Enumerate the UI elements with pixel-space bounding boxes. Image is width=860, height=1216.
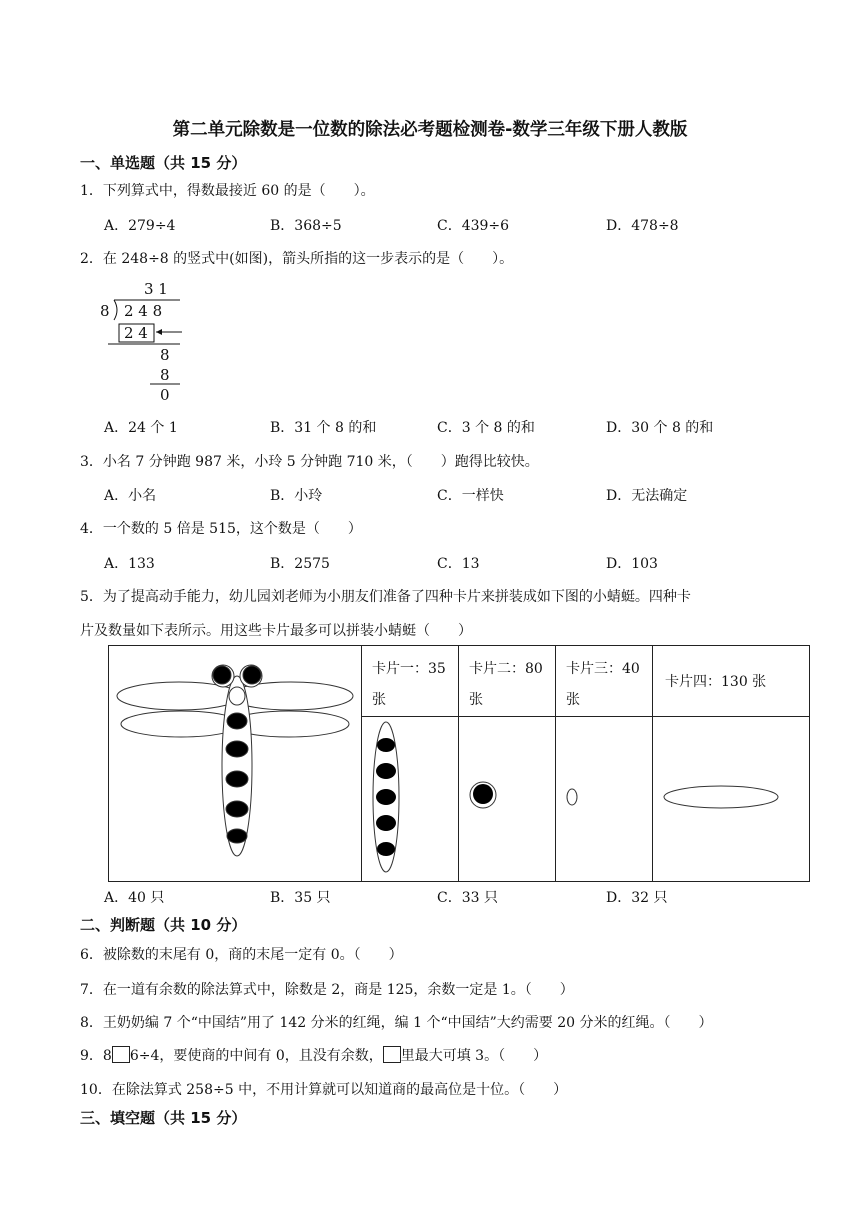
card-four-image-cell: [653, 717, 810, 882]
question-3: 3．小名 7 分钟跑 987 米，小玲 5 分钟跑 710 米，（ ）跑得比较快。: [80, 454, 539, 470]
blank-box[interactable]: [112, 1046, 130, 1063]
step-one: 2 4: [124, 324, 148, 342]
q4-option-c[interactable]: C．13: [437, 556, 480, 572]
long-division-figure: [100, 278, 190, 406]
q1-option-b[interactable]: B．368÷5: [270, 218, 342, 234]
question-5-line-2: 片及数量如下表所示。用这些卡片最多可以拼装小蜻蜓（ ）: [80, 623, 472, 639]
dragonfly-image: [109, 646, 361, 876]
q5-option-c[interactable]: C．33 只: [437, 890, 498, 906]
q4-option-b[interactable]: B．2575: [270, 556, 330, 572]
card-three-image-cell: [556, 717, 653, 882]
q2-option-c[interactable]: C．3 个 8 的和: [437, 420, 535, 436]
remainder: 0: [160, 386, 170, 404]
section-heading: 三、填空题（共 15 分）: [80, 1109, 247, 1127]
blank-box[interactable]: [383, 1046, 401, 1063]
card-table: [108, 645, 810, 882]
card-two-image: [459, 717, 555, 877]
step-two-a: 8: [160, 346, 170, 364]
q2-option-a[interactable]: A．24 个 1: [104, 420, 178, 436]
q3-option-c[interactable]: C．一样快: [437, 488, 504, 504]
card-two-header: 卡片二：80 张: [459, 646, 556, 717]
card-two-image-cell: [459, 717, 556, 882]
q3-option-d[interactable]: D．无法确定: [606, 488, 688, 504]
q2-option-d[interactable]: D．30 个 8 的和: [606, 420, 714, 436]
divisor: 8: [100, 302, 110, 320]
page-title: 第二单元除数是一位数的除法必考题检测卷-数学三年级下册人教版: [172, 120, 688, 140]
question-9: 9．8 6÷4，要使商的中间有 0，且没有余数， 里最大可填 3。（ ）: [80, 1048, 548, 1064]
q5-option-d[interactable]: D．32 只: [606, 890, 668, 906]
card-four-image: [653, 717, 809, 877]
q1-option-a[interactable]: A．279÷4: [104, 218, 176, 234]
q2-option-b[interactable]: B．31 个 8 的和: [270, 420, 377, 436]
card-four-header: 卡片四：130 张: [653, 646, 810, 717]
q4-option-d[interactable]: D．103: [606, 556, 658, 572]
quotient: 3 1: [144, 280, 168, 298]
q5-option-a[interactable]: A．40 只: [104, 890, 165, 906]
card-one-image-cell: [362, 717, 459, 882]
q1-option-d[interactable]: D．478÷8: [606, 218, 679, 234]
question-2: 2．在 248÷8 的竖式中(如图)，箭头所指的这一步表示的是（ ）。: [80, 251, 514, 267]
dragonfly-cell: [109, 646, 362, 882]
step-two-b: 8: [160, 366, 170, 384]
question-1: 1．下列算式中，得数最接近 60 的是（ ）。: [80, 183, 375, 199]
question-5-line-1: 5．为了提高动手能力，幼儿园刘老师为小朋友们准备了四种卡片来拼装成如下图的小蜻蜓。四种卡: [80, 589, 691, 605]
q3-option-b[interactable]: B．小玲: [270, 488, 323, 504]
q3-option-a[interactable]: A．小名: [104, 488, 157, 504]
q4-option-a[interactable]: A．133: [104, 556, 155, 572]
card-three-image: [556, 717, 652, 877]
q5-option-b[interactable]: B．35 只: [270, 890, 331, 906]
question-6: 6．被除数的末尾有 0，商的末尾一定有 0。（ ）: [80, 947, 403, 963]
question-8: 8．王奶奶编 7 个“中国结”用了 142 分米的红绳，编 1 个“中国结”大约需要 20 分米的红绳。（ ）: [80, 1015, 713, 1031]
q1-option-c[interactable]: C．439÷6: [437, 218, 510, 234]
card-three-header: 卡片三：40 张: [556, 646, 653, 717]
section-heading: 二、判断题（共 10 分）: [80, 916, 247, 934]
dividend: 2 4 8: [124, 302, 163, 320]
card-one-header: 卡片一：35 张: [362, 646, 459, 717]
question-4: 4．一个数的 5 倍是 515，这个数是（ ）: [80, 521, 362, 537]
question-10: 10．在除法算式 258÷5 中，不用计算就可以知道商的最高位是十位。（ ）: [80, 1082, 568, 1098]
question-7: 7．在一道有余数的除法算式中，除数是 2，商是 125，余数一定是 1。（ ）: [80, 982, 574, 998]
card-one-image: [362, 717, 458, 877]
section-heading: 一、单选题（共 15 分）: [80, 154, 247, 172]
